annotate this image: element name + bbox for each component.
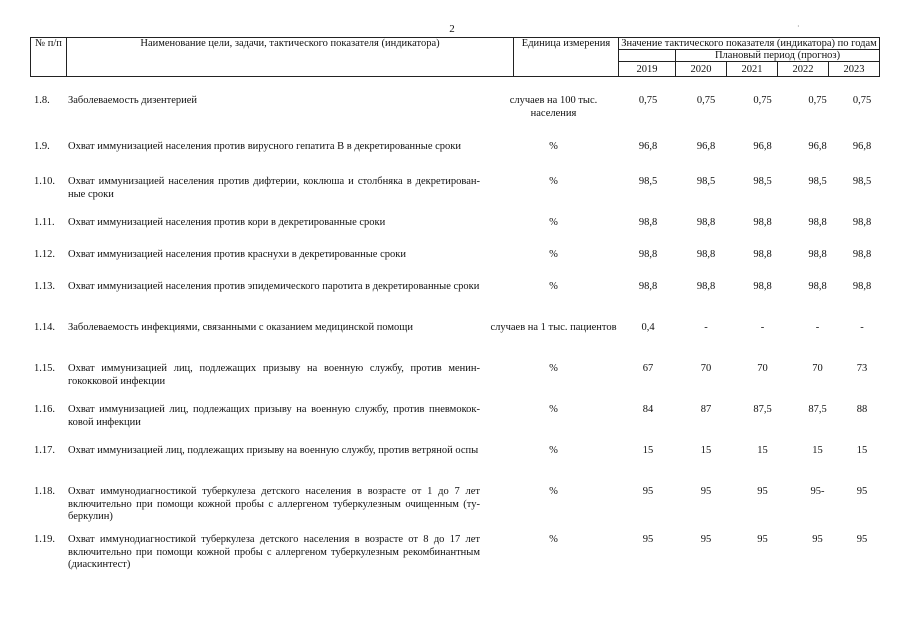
unit-of-measure: %: [549, 404, 558, 415]
header-year: 2020: [676, 62, 727, 77]
value-cell: -: [704, 322, 708, 333]
value-cell: 98,5: [852, 176, 872, 187]
value-cell: 98,8: [696, 281, 716, 292]
scan-speck: ·: [797, 22, 800, 31]
table-row: [30, 211, 879, 243]
header-values: Значение тактического показателя (индикатора) по годам: [619, 38, 880, 50]
unit-of-measure: %: [549, 141, 558, 152]
value-cell: 98,8: [638, 249, 658, 260]
value-cell: 70: [812, 363, 823, 374]
header-num: № п/п: [31, 38, 67, 77]
value-cell: 95: [757, 534, 768, 545]
value-cell: 98,5: [808, 176, 827, 187]
value-cell: 0,75: [852, 95, 872, 106]
value-cell: 15: [700, 445, 712, 456]
indicator-name: Охват иммунизацией лиц, подлежащих призыву на военную службу, против менин-гококковой инфекции: [68, 363, 480, 387]
value-cell: 87,5: [808, 404, 827, 415]
table-row: [30, 170, 879, 211]
value-cell: 15: [757, 445, 768, 456]
indicator-name: Охват иммунизацией населения против эпидемического паротита в декретированные сроки: [68, 281, 480, 292]
row-number: 1.16.: [34, 404, 55, 415]
unit-of-measure: %: [549, 486, 558, 497]
value-cell: 98,5: [696, 176, 716, 187]
table-row: [30, 316, 879, 357]
value-cell: 96,8: [753, 141, 772, 152]
row-number: 1.15.: [34, 363, 55, 374]
unit-of-measure: %: [549, 249, 558, 260]
value-cell: 96,8: [638, 141, 658, 152]
indicator-name: Заболеваемость дизентерией: [68, 95, 198, 106]
indicator-name: Охват иммунодиагностикой туберкулеза детского населения в возрасте от 1 до 7 лет включительно при помощи кожной пробы с аллергеном туберкулезным очищенным (ту-беркулин): [68, 486, 480, 523]
indicator-name: Охват иммунизацией лиц, подлежащих призыву на военную службу, против ветряной оспы: [68, 445, 479, 456]
header-year: 2019: [619, 62, 676, 77]
value-cell: 70: [757, 363, 768, 374]
value-cell: 15: [812, 445, 823, 456]
header-year: 2022: [778, 62, 829, 77]
value-cell: 95: [642, 534, 654, 545]
row-number: 1.18.: [34, 486, 55, 497]
header-unit: Единица измерения: [514, 38, 619, 77]
value-cell: 98,8: [696, 249, 716, 260]
value-cell: 0,75: [638, 95, 658, 106]
table-row: [30, 528, 879, 574]
row-number: 1.8.: [34, 95, 50, 106]
indicator-name: Охват иммунизацией населения против вирусного гепатита В в декретированные сроки: [68, 141, 462, 152]
row-number: 1.10.: [34, 176, 55, 187]
unit-of-measure: случаев на 100 тыс. населения: [509, 95, 598, 119]
row-number: 1.17.: [34, 445, 55, 456]
header-period: Плановый период (прогноз): [676, 50, 880, 62]
value-cell: 0,4: [641, 322, 655, 333]
value-cell: 98,8: [753, 281, 772, 292]
value-cell: 15: [642, 445, 654, 456]
unit-of-measure: %: [549, 217, 558, 228]
value-cell: 15: [856, 445, 868, 456]
value-cell: 87,5: [753, 404, 772, 415]
header-year: 2021: [727, 62, 778, 77]
row-number: 1.14.: [34, 322, 55, 333]
unit-of-measure: случаев на 1 тыс. пациентов: [490, 322, 617, 333]
value-cell: 0,75: [808, 95, 827, 106]
indicator-name: Охват иммунизацией населения против дифтерии, коклюша и столбняка в декретирован-ные сроки: [68, 176, 480, 200]
value-cell: 95: [757, 486, 768, 497]
value-cell: -: [860, 322, 864, 333]
indicator-name: Охват иммунодиагностикой туберкулеза детского населения в возрасте от 8 до 17 лет включительно при помощи кожной пробы с аллергеном туберкулезным рекомбинантным (диаскинтест): [68, 534, 480, 571]
value-cell: 0,75: [696, 95, 716, 106]
row-number: 1.9.: [34, 141, 50, 152]
indicator-name: Охват иммунизацией лиц, подлежащих призыву на военную службу, против пневмокок-ковой инфекции: [68, 404, 480, 428]
header-name: Наименование цели, задачи, тактического показателя (индикатора): [67, 38, 514, 77]
table-row: [30, 398, 879, 439]
row-number: 1.12.: [34, 249, 55, 260]
table-row: [30, 357, 879, 398]
value-cell: 98,8: [808, 249, 827, 260]
table-header: [30, 37, 880, 77]
unit-of-measure: %: [549, 445, 558, 456]
value-cell: 98,8: [852, 249, 872, 260]
value-cell: 95-: [810, 486, 825, 497]
value-cell: 95: [856, 534, 868, 545]
value-cell: 98,8: [808, 217, 827, 228]
value-cell: 88: [856, 404, 868, 415]
indicator-name: Заболеваемость инфекциями, связанными с оказанием медицинской помощи: [68, 322, 414, 333]
table-row: [30, 480, 879, 528]
unit-of-measure: %: [549, 363, 558, 374]
table-row: [30, 439, 879, 480]
value-cell: 98,5: [753, 176, 772, 187]
unit-of-measure: %: [549, 176, 558, 187]
table-row: [30, 89, 879, 135]
value-cell: 95: [700, 534, 712, 545]
indicators-table: [30, 89, 879, 574]
value-cell: 73: [856, 363, 868, 374]
value-cell: 98,8: [852, 281, 872, 292]
table-row: [30, 135, 879, 170]
row-number: 1.11.: [34, 217, 55, 228]
header-year: 2023: [829, 62, 880, 77]
unit-of-measure: %: [549, 534, 558, 545]
value-cell: 84: [642, 404, 654, 415]
value-cell: 98,8: [808, 281, 827, 292]
value-cell: 96,8: [852, 141, 872, 152]
indicator-name: Охват иммунизацией населения против краснухи в декретированные сроки: [68, 249, 406, 260]
value-cell: 96,8: [696, 141, 716, 152]
unit-of-measure: %: [549, 281, 558, 292]
value-cell: 98,8: [852, 217, 872, 228]
value-cell: 0,75: [753, 95, 772, 106]
value-cell: 98,8: [696, 217, 716, 228]
value-cell: -: [815, 322, 820, 333]
value-cell: 95: [856, 486, 868, 497]
row-number: 1.13.: [34, 281, 55, 292]
value-cell: 98,8: [638, 281, 658, 292]
value-cell: 70: [700, 363, 712, 374]
value-cell: 95: [642, 486, 654, 497]
value-cell: -: [760, 322, 765, 333]
value-cell: 96,8: [808, 141, 827, 152]
value-cell: 98,5: [638, 176, 658, 187]
page-number: 2: [449, 23, 455, 35]
row-number: 1.19.: [34, 534, 55, 545]
value-cell: 95: [700, 486, 712, 497]
table-row: [30, 243, 879, 275]
value-cell: 67: [642, 363, 654, 374]
table-row: [30, 275, 879, 316]
value-cell: 98,8: [753, 217, 772, 228]
value-cell: 87: [700, 404, 712, 415]
value-cell: 95: [812, 534, 823, 545]
value-cell: 98,8: [753, 249, 772, 260]
indicator-name: Охват иммунизацией населения против кори в декретированные сроки: [68, 217, 386, 228]
value-cell: 98,8: [638, 217, 658, 228]
